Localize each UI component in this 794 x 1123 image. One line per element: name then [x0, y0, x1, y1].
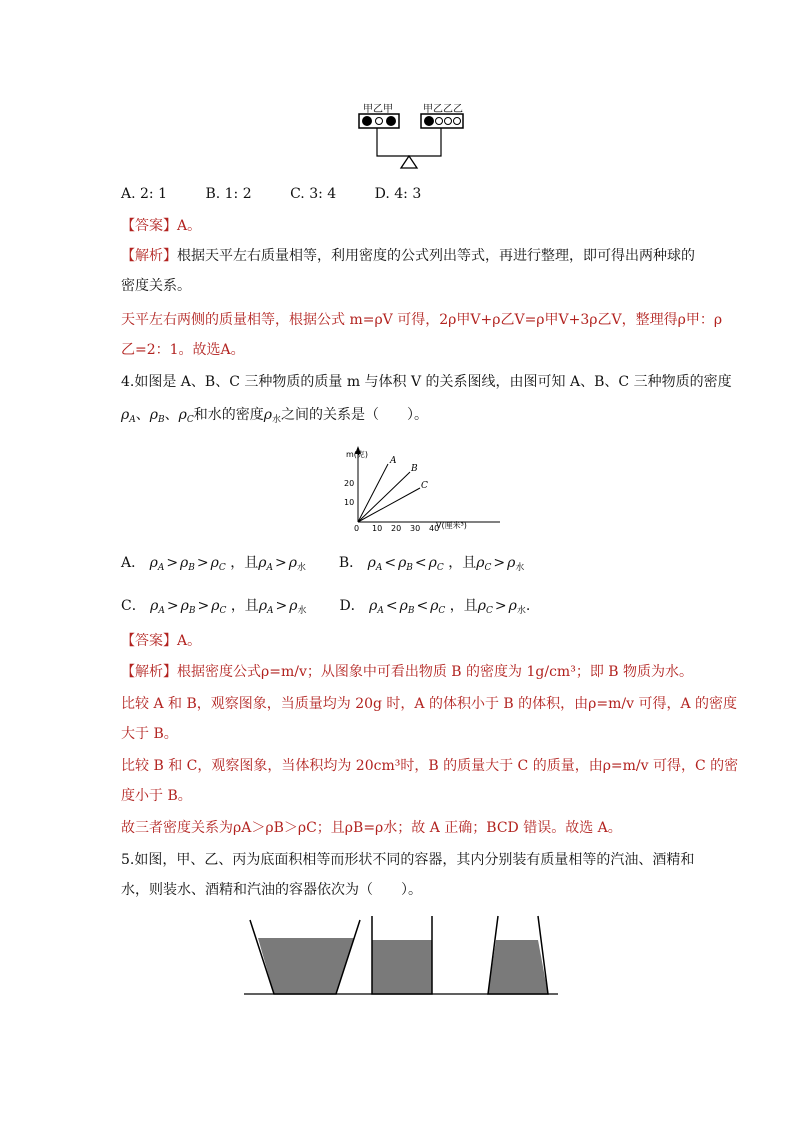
- q4-analysis-tag: 【解析】: [121, 664, 177, 680]
- graph-label-a: A: [390, 456, 397, 466]
- balance-right-label: 甲乙乙乙: [423, 104, 463, 115]
- graph-xtick-20: 20: [391, 524, 402, 533]
- q3-answer-value: A。: [177, 218, 202, 234]
- q4-option-a-and: ，且: [230, 555, 259, 571]
- graph-ytick-20: 20: [344, 479, 355, 488]
- q4-option-d-label: D．: [339, 598, 365, 614]
- balance-left-label: 甲乙甲: [363, 104, 393, 115]
- q3-option-c: C. 3: 4: [290, 186, 337, 202]
- graph-xtick-0: 0: [354, 524, 360, 533]
- graph-label-c: C: [421, 481, 428, 491]
- q4-analysis-line1: [121, 662, 701, 682]
- q4-mv-graph: [340, 444, 510, 536]
- q4-stem-text: 和水的密度: [193, 407, 264, 423]
- container-jia-liquid: [258, 938, 354, 994]
- q4-options-cd: C． $\rho_A > \rho_B > \rho_C$ ，且$\rho_A > \rho_水$ D． $\rho_A < \rho_B < \rho_C$ ，且$\rho_C > \rho_水$.: [121, 598, 531, 616]
- q3-option-b: B. 1: 2: [205, 186, 252, 202]
- q4-analysis-line6: 故三者密度关系为ρA＞ρB＞ρC；且ρB=ρ水；故 A 正确；BCD 错误。故选 A。: [121, 820, 622, 836]
- q5-stem-line2: 水，则装水、酒精和汽油的容器依次为（ ）。: [121, 882, 422, 898]
- graph-xtick-10: 10: [372, 524, 383, 533]
- q4-option-c-label: C．: [121, 598, 146, 614]
- graph-xlabel: V(厘米³): [436, 521, 467, 530]
- q4-option-b-label: B．: [338, 555, 364, 571]
- q4-answer-value: A。: [177, 633, 202, 649]
- q4-analysis-text1: 根据密度公式ρ=m/v；从图象中可看出物质 B 的密度为 1g/cm³；即 B 物质为水。: [177, 664, 694, 680]
- q3-analysis-line2: 密度关系。: [121, 278, 191, 294]
- q4-option-d-and: ，且: [449, 598, 478, 614]
- q4-stem-line2: $\rho_A$、$\rho_B$、$\rho_C$和水的密度$\rho_水$之间的关系是（ ）。: [121, 407, 428, 425]
- q4-analysis-line5: 度小于 B。: [121, 788, 192, 804]
- q4-option-a-label: A．: [121, 555, 146, 571]
- q5-stem-line1: 5.如图，甲、乙、丙为底面积相等而形状不同的容器，其内分别装有质量相等的汽油、酒精和: [121, 852, 695, 868]
- q3-explain-line2: 乙=2：1。故选A。: [121, 342, 245, 358]
- q3-analysis-tag: 【解析】: [121, 248, 177, 264]
- graph-xtick-30: 30: [410, 524, 421, 533]
- q4-stem-line1: 4.如图是 A、B、C 三种物质的质量 m 与体积 V 的关系图线，由图可知 A、B、C 三种物质的密度: [121, 374, 732, 390]
- q4-stem-tail: 之间的关系是（ ）。: [280, 407, 428, 423]
- q4-option-c-and: ，且: [230, 598, 259, 614]
- q3-analysis-text1: 根据天平左右质量相等，利用密度的公式列出等式，再进行整理，即可得出两种球的: [177, 248, 695, 264]
- graph-xtick-40: 40: [429, 524, 440, 533]
- graph-label-b: B: [411, 464, 418, 474]
- q4-analysis-line3: 大于 B。: [121, 726, 178, 742]
- q4-answer: [121, 631, 701, 651]
- q4-analysis-line2: 比较 A 和 B，观察图象，当质量均为 20g 时，A 的体积小于 B 的体积，由ρ=m/v 可得，A 的密度: [121, 696, 738, 712]
- q3-options: [121, 184, 701, 204]
- q4-answer-tag: 【答案】: [121, 633, 177, 649]
- container-bing-liquid: [488, 940, 548, 994]
- q3-option-d: D. 4: 3: [374, 186, 422, 202]
- balance-figure: [355, 98, 465, 170]
- q3-option-a: A. 2: 1: [121, 186, 167, 202]
- q3-explain-line1: 天平左右两侧的质量相等，根据公式 m=ρV 可得，2ρ甲V+ρ乙V=ρ甲V+3ρ乙V，整理得ρ甲：ρ: [121, 312, 723, 328]
- q5-containers-figure: [244, 912, 564, 1002]
- q4-option-b-and: ，且: [448, 555, 477, 571]
- q3-analysis-line1: [121, 246, 701, 266]
- q3-answer: [121, 216, 701, 236]
- graph-ytick-10: 10: [344, 498, 355, 507]
- graph-ylabel: m(克): [346, 450, 369, 459]
- container-yi-liquid: [372, 940, 432, 994]
- graph-line-b: [358, 472, 410, 522]
- q4-analysis-line4: 比较 B 和 C，观察图象，当体积均为 20cm³时，B 的质量大于 C 的质量，由ρ=m/v 可得，C 的密: [121, 758, 739, 774]
- q3-answer-tag: 【答案】: [121, 218, 177, 234]
- q4-options-ab: A． $\rho_A > \rho_B > \rho_C$ ，且$\rho_A > \rho_水$ B． $\rho_A < \rho_B < \rho_C$ ，且$\rho_C > \rho_水$: [121, 555, 525, 573]
